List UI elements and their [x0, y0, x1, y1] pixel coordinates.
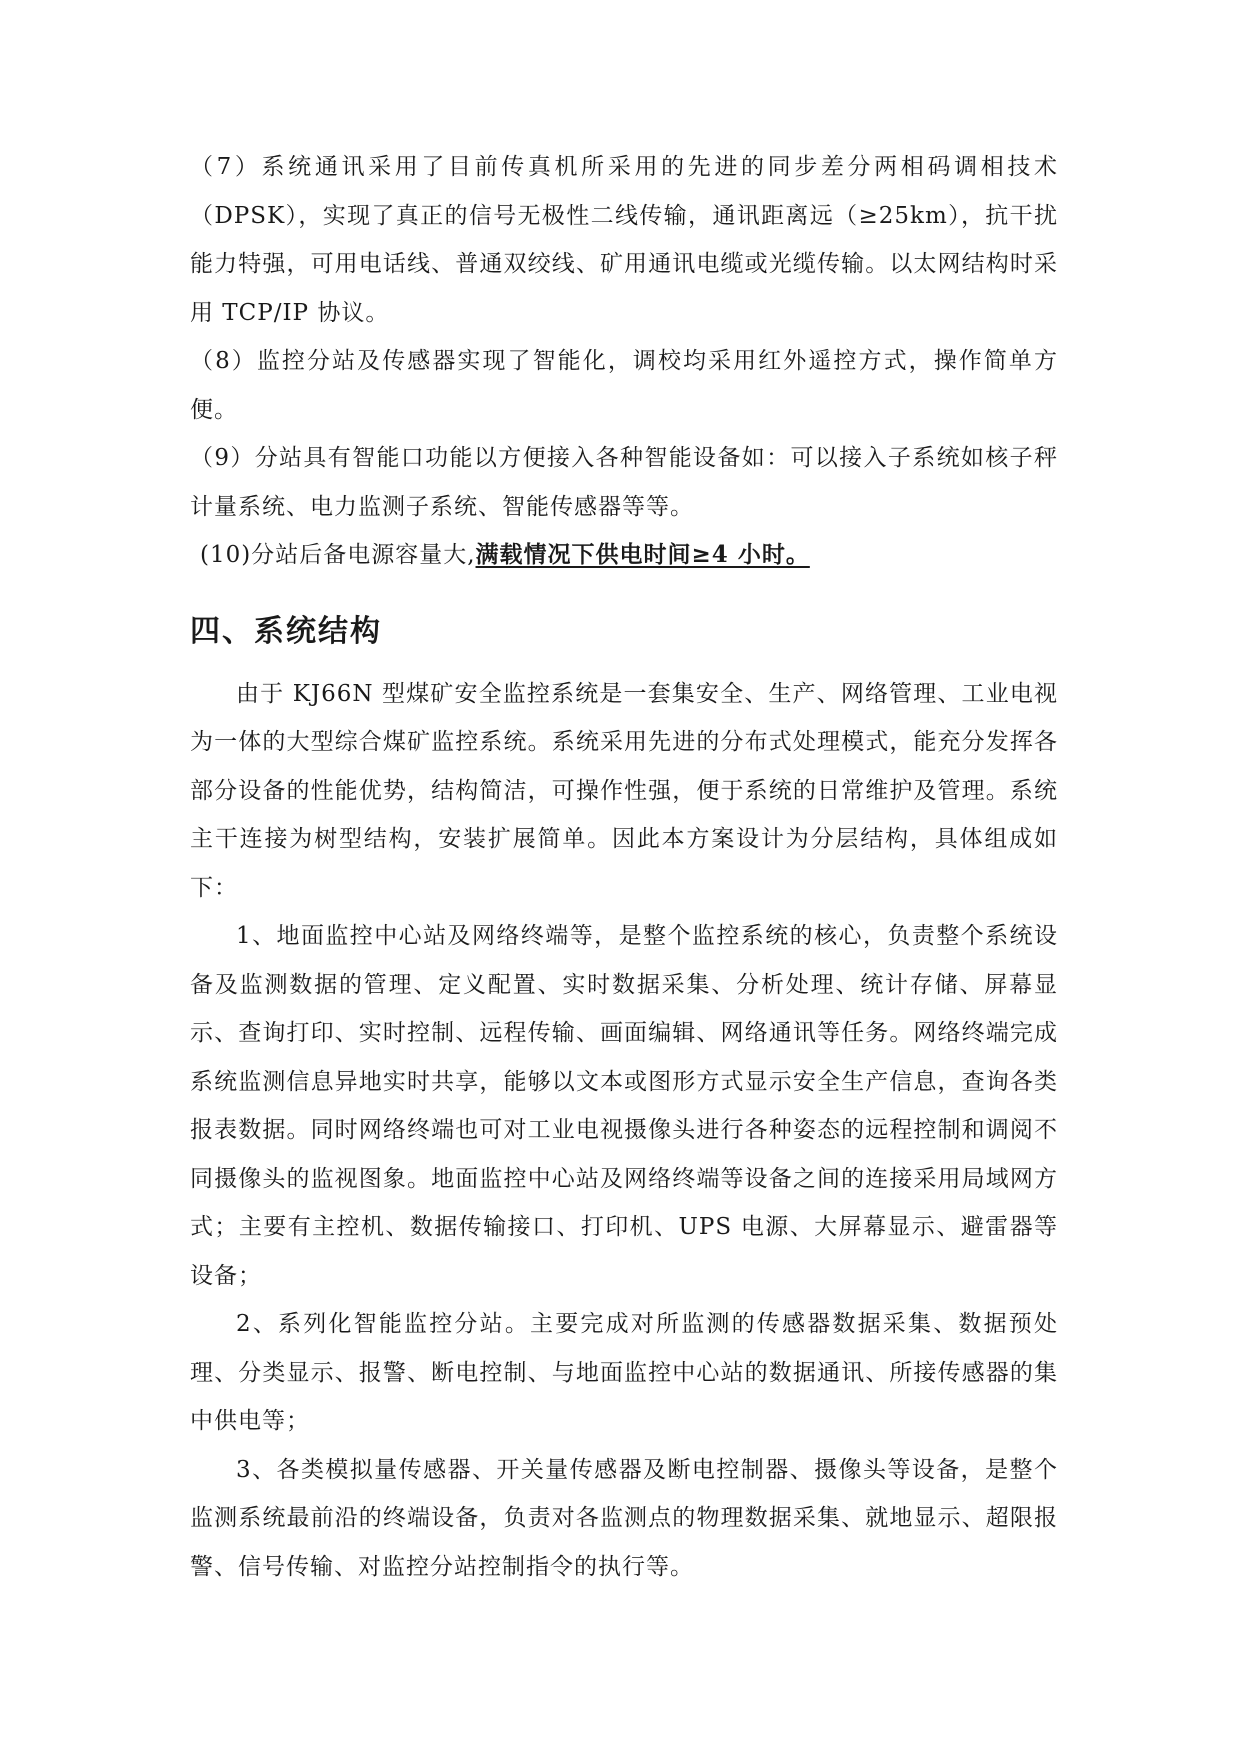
section-heading: 四、系统结构: [190, 613, 382, 649]
feature-item-8: （8）监控分站及传感器实现了智能化，调校均采用红外遥控方式，操作简单方便。: [190, 348, 1058, 423]
page-content: [190, 143, 1058, 1591]
feature-item-10-prefix: (10)分站后备电源容量大,: [200, 542, 476, 568]
feature-item-7: （7）系统通讯采用了目前传真机所采用的先进的同步差分两相码调相技术（DPSK），实现了真正的信号无极性二线传输，通讯距离远（≥25km），抗干扰能力特强，可用电话线、普通双绞线、矿用通讯电缆或光缆传输。以太网结构时采用 TCP/IP 协议。: [190, 154, 1058, 326]
section-intro: 由于 KJ66N 型煤矿安全监控系统是一套集安全、生产、网络管理、工业电视为一体的大型综合煤矿监控系统。系统采用先进的分布式处理模式，能充分发挥各部分设备的性能优势，结构简洁，可操作性强，便于系统的日常维护及管理。系统主干连接为树型结构，安装扩展简单。因此本方案设计为分层结构，具体组成如下：: [190, 680, 1058, 901]
feature-item-10: [190, 531, 1058, 580]
structure-item-2: 2、系列化智能监控分站。主要完成对所监测的传感器数据采集、数据预处理、分类显示、报警、断电控制、与地面监控中心站的数据通讯、所接传感器的集中供电等；: [190, 1311, 1058, 1434]
feature-item-9: （9）分站具有智能口功能以方便接入各种智能设备如：可以接入子系统如核子秤计量系统、电力监测子系统、智能传感器等等。: [190, 445, 1058, 520]
structure-item-3: 3、各类模拟量传感器、开关量传感器及断电控制器、摄像头等设备，是整个监测系统最前沿的终端设备，负责对各监测点的物理数据采集、就地显示、超限报警、信号传输、对监控分站控制指令的执行等。: [190, 1456, 1058, 1580]
structure-item-1: 1、地面监控中心站及网络终端等，是整个监控系统的核心，负责整个系统设备及监测数据的管理、定义配置、实时数据采集、分析处理、统计存储、屏幕显示、查询打印、实时控制、远程传输、画面编辑、网络通讯等任务。网络终端完成系统监测信息异地实时共享，能够以文本或图形方式显示安全生产信息，查询各类报表数据。同时网络终端也可对工业电视摄像头进行各种姿态的远程控制和调阅不同摄像头的监视图象。地面监控中心站及网络终端等设备之间的连接采用局域网方式；主要有主控机、数据传输接口、打印机、UPS 电源、大屏幕显示、避雷器等设备；: [190, 923, 1058, 1289]
feature-item-10-emphasis: 满载情况下供电时间≥4 小时。: [475, 541, 810, 568]
